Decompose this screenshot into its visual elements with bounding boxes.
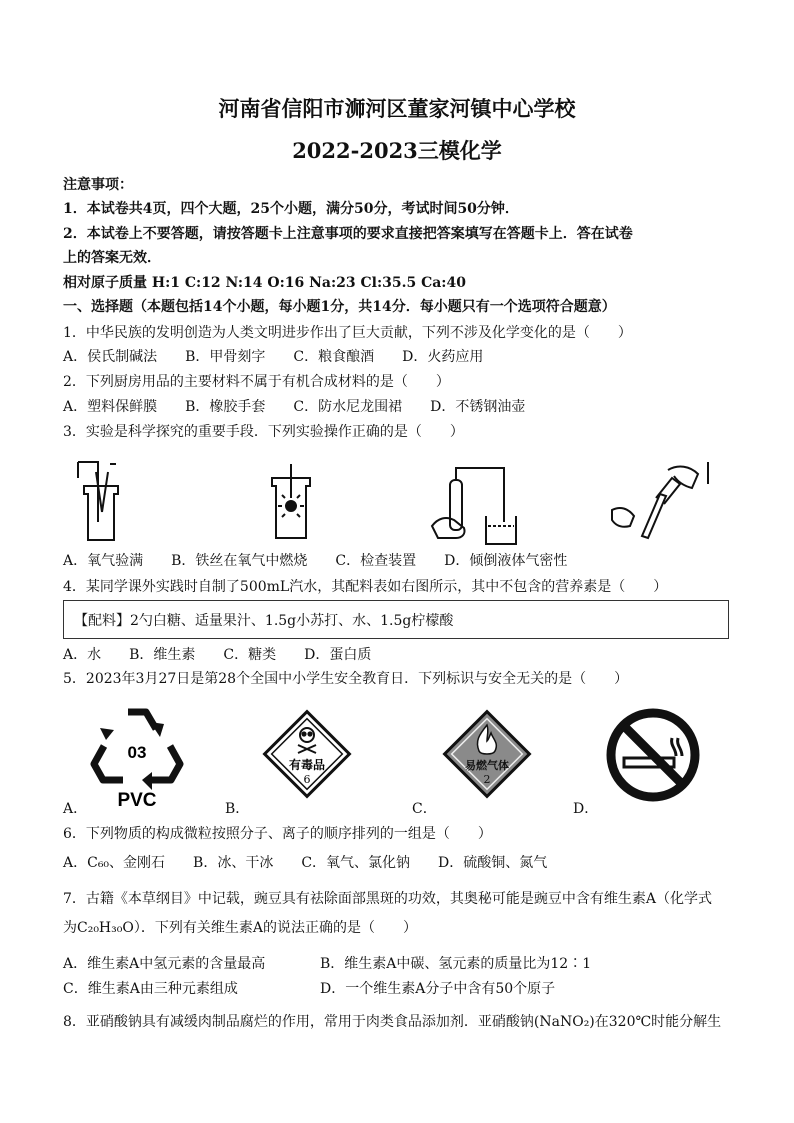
q3-options: A．氧气验满 B．铁丝在氧气中燃烧 C．检查装置 D．倾倒液体气密性 <box>63 553 568 569</box>
q5-label-b: B． <box>225 801 250 817</box>
q2-stem: 2．下列厨房用品的主要材料不属于有机合成材料的是（ ） <box>63 374 450 390</box>
atomic-masses: 相对原子质量 H:1 C:12 N:14 O:16 Na:23 Cl:35.5 Ca:40 <box>63 275 466 291</box>
q4-options: A．水 B．维生素 C．糖类 D．蛋白质 <box>63 647 372 663</box>
exam-title: 2022-2023三模化学 <box>292 138 502 163</box>
q7-option-d: D．一个维生素A分子中含有50个原子 <box>320 981 556 997</box>
ingredient-text: 【配料】2勺白糖、适量果汁、1.5g小苏打、水、1.5g柠檬酸 <box>74 613 454 629</box>
q7-stem-2: 为C₂₀H₃₀O）．下列有关维生素A的说法正确的是（ ） <box>63 920 417 936</box>
q7-stem-1: 7．古籍《本草纲目》中记载，豌豆具有祛除面部黑斑的功效，其奥秘可能是豌豆中含有维生素A（化学式 <box>63 891 713 907</box>
q5-label-c: C． <box>412 801 437 817</box>
airtight-check-figure <box>428 460 520 546</box>
q4-stem: 4．某同学课外实践时自制了500mL汽水，其配料表如右图所示，其中不包含的营养素是（ ） <box>63 579 668 595</box>
section-heading: 一、选择题（本题包括14个小题，每小题1分，共14分．每小题只有一个选项符合题意） <box>63 299 616 315</box>
q5-label-d: D． <box>573 801 599 817</box>
q7-option-a: A．维生素A中氢元素的含量最高 <box>63 956 266 972</box>
q6-options: A．C₆₀、金刚石 B．冰、干冰 C．氧气、氯化钠 D．硫酸铜、氮气 <box>63 855 548 871</box>
q1-options: A．侯氏制碱法 B．甲骨刻字 C．粮食酿酒 D．火药应用 <box>63 349 484 365</box>
ingredient-box <box>63 600 729 639</box>
q5-stem: 5．2023年3月27日是第28个全国中小学生安全教育日．下列标识与安全无关的是（ ） <box>63 671 629 687</box>
q3-stem: 3．实验是科学探究的重要手段．下列实验操作正确的是（ ） <box>63 424 464 440</box>
q2-options: A．塑料保鲜膜 B．橡胶手套 C．防水尼龙围裙 D．不锈钢油壶 <box>63 399 526 415</box>
note-2-cont: 上的答案无效． <box>63 250 161 266</box>
q6-stem: 6．下列物质的构成微粒按照分子、离子的顺序排列的一组是（ ） <box>63 826 492 842</box>
notes-heading: 注意事项： <box>63 177 133 193</box>
oxygen-test-figure <box>70 458 140 548</box>
note-1: 1．本试卷共4页，四个大题，25个小题，满分50分，考试时间50分钟． <box>63 201 519 217</box>
q7-option-c: C．维生素A由三种元素组成 <box>63 981 238 997</box>
toxic-class: 6 <box>303 773 311 786</box>
toxic-hazard-icon <box>258 705 356 803</box>
recycle-pvc-icon <box>86 702 188 808</box>
recycle-code: PVC <box>117 790 157 808</box>
flammable-gas-icon <box>438 705 536 803</box>
no-smoking-icon <box>604 706 702 804</box>
q1-stem: 1．中华民族的发明创造为人类文明进步作出了巨大贡献，下列不涉及化学变化的是（ ） <box>63 325 632 341</box>
note-2: 2．本试卷上不要答题，请按答题卡上注意事项的要求直接把答案填写在答题卡上．答在试卷 <box>63 226 633 242</box>
recycle-number: 03 <box>127 743 147 762</box>
q8-stem: 8．亚硝酸钠具有减缓肉制品腐烂的作用，常用于肉类食品添加剂．亚硝酸钠(NaNO₂)在320℃时能分解生 <box>63 1014 722 1030</box>
flammable-label: 易燃气体 <box>465 759 509 772</box>
toxic-label: 有毒品 <box>288 758 326 772</box>
q5-label-a: A． <box>63 801 88 817</box>
iron-wire-figure <box>262 464 322 544</box>
school-title: 河南省信阳市浉河区董家河镇中心学校 <box>218 96 576 121</box>
q7-option-b: B．维生素A中碳、氢元素的质量比为12∶1 <box>320 956 592 972</box>
pour-liquid-figure <box>608 460 716 544</box>
flammable-class: 2 <box>483 773 491 786</box>
